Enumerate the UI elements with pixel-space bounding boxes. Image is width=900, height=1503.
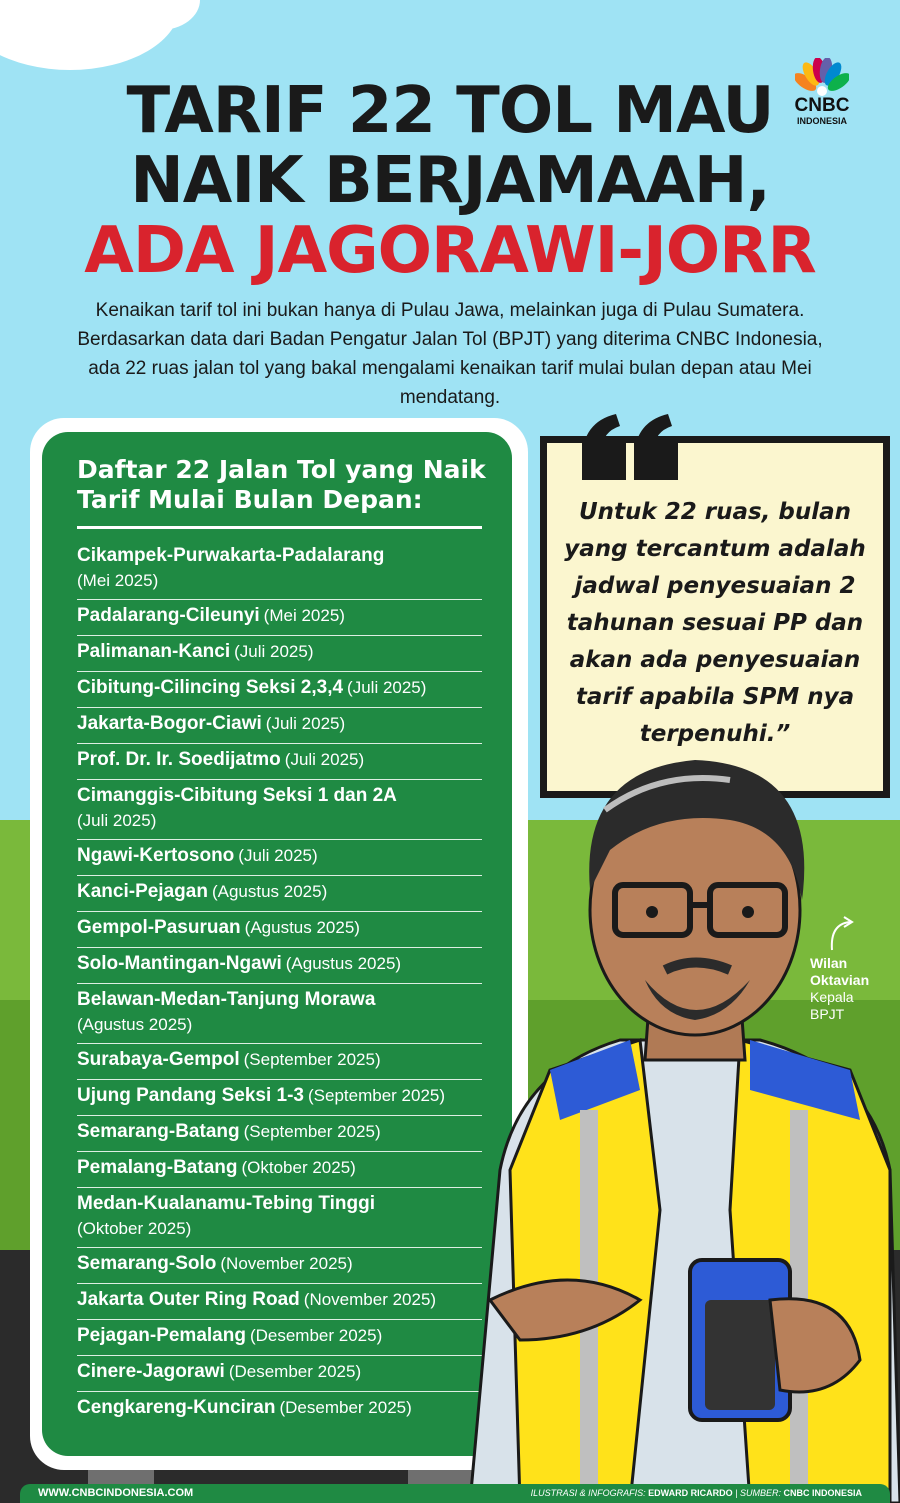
title-line-1: TARIF 22 TOL MAU <box>126 74 774 148</box>
toll-road-name: Ngawi-Kertosono <box>77 845 235 866</box>
toll-road-name: Cibitung-Cilincing Seksi 2,3,4 <box>77 677 344 698</box>
toll-road-name: Cinere-Jagorawi <box>77 1361 225 1382</box>
toll-road-date: (Agustus 2025) <box>211 882 328 901</box>
list-item <box>77 780 482 840</box>
toll-road-date: (Juli 2025) <box>265 714 346 733</box>
list-item <box>77 744 482 780</box>
cnbc-logo <box>782 58 862 138</box>
list-item <box>77 840 482 876</box>
person-role-line-2: BPJT <box>810 1006 845 1022</box>
toll-road-date: (November 2025) <box>303 1290 437 1309</box>
toll-road-name: Jakarta Outer Ring Road <box>77 1289 300 1310</box>
toll-road-name: Solo-Mantingan-Ngawi <box>77 953 282 974</box>
toll-road-date: (September 2025) <box>243 1122 381 1141</box>
toll-road-name: Semarang-Batang <box>77 1121 240 1142</box>
list-item <box>77 1080 482 1116</box>
quote-text: Untuk 22 ruas, bulan yang tercantum adalah jadwal penyesuaian 2 tahunan sesuai PP dan akan ada penyesuaian tarif apabila SPM nya terpenuhi.” <box>564 499 866 747</box>
toll-road-name: Surabaya-Gempol <box>77 1049 240 1070</box>
toll-road-name: Palimanan-Kanci <box>77 641 231 662</box>
toll-road-name: Cikampek-Purwakarta-Padalarang <box>77 545 385 566</box>
toll-road-name: Ujung Pandang Seksi 1-3 <box>77 1085 304 1106</box>
list-item <box>77 1188 482 1248</box>
toll-road-date: (Mei 2025) <box>263 606 345 625</box>
toll-road-date: (Desember 2025) <box>249 1326 383 1345</box>
toll-road-name: Cengkareng-Kunciran <box>77 1397 276 1418</box>
toll-road-date: (Desember 2025) <box>228 1362 362 1381</box>
list-item <box>77 600 482 636</box>
title-line-3: ADA JAGORAWI-JORR <box>84 214 816 288</box>
toll-road-date: (September 2025) <box>308 1086 446 1105</box>
credit-label: ILUSTRASI & INFOGRAFIS: <box>530 1488 646 1498</box>
curved-arrow-icon <box>826 914 856 952</box>
toll-road-name: Jakarta-Bogor-Ciawi <box>77 713 262 734</box>
toll-road-name: Belawan-Medan-Tanjung Morawa <box>77 989 376 1010</box>
source-name: CNBC INDONESIA <box>783 1488 862 1498</box>
peacock-icon <box>795 58 849 96</box>
person-caption <box>810 955 900 1023</box>
footer-credits: ILUSTRASI & INFOGRAFIS: EDWARD RICARDO | SUMBER: CNBC INDONESIA <box>530 1488 862 1498</box>
list-item <box>77 1320 482 1356</box>
list-item <box>77 672 482 708</box>
toll-road-date: (November 2025) <box>220 1254 353 1273</box>
toll-road-name: Gempol-Pasuruan <box>77 917 241 938</box>
list-item <box>77 1248 482 1284</box>
toll-road-name: Pejagan-Pemalang <box>77 1325 246 1346</box>
list-item <box>77 540 482 600</box>
toll-road-date: (Juli 2025) <box>77 811 157 830</box>
list-item <box>77 984 482 1044</box>
person-name-line-2: Oktavian <box>810 972 870 988</box>
title-line-2: NAIK BERJAMAAH, <box>130 144 770 218</box>
list-item <box>77 1116 482 1152</box>
toll-road-list <box>77 540 482 1427</box>
toll-road-name: Padalarang-Cileunyi <box>77 605 260 626</box>
list-item <box>77 1044 482 1080</box>
list-heading-divider <box>77 526 482 529</box>
list-item <box>77 636 482 672</box>
toll-road-name: Cimanggis-Cibitung Seksi 1 dan 2A <box>77 785 397 806</box>
list-item <box>77 1284 482 1320</box>
list-heading: Daftar 22 Jalan Tol yang Naik Tarif Mulai Bulan Depan: <box>77 455 486 514</box>
toll-road-date: (Agustus 2025) <box>77 1015 193 1034</box>
toll-road-name: Semarang-Solo <box>77 1253 217 1274</box>
footer-website-link[interactable]: WWW.CNBCINDONESIA.COM <box>38 1487 194 1499</box>
lead-paragraph: Kenaikan tarif tol ini bukan hanya di Pulau Jawa, melainkan juga di Pulau Sumatera. Berdasarkan data dari Badan Pengatur Jalan Tol (BPJT) yang diterima CNBC Indonesia, ada 22 ruas jalan tol yang bakal mengalami kenaikan tarif mulai bulan depan atau Mei mendatang. <box>77 300 823 408</box>
toll-road-date: (Oktober 2025) <box>241 1158 356 1177</box>
list-item <box>77 948 482 984</box>
toll-road-date: (Agustus 2025) <box>244 918 360 937</box>
source-label: SUMBER: <box>739 1488 781 1498</box>
toll-road-name: Kanci-Pejagan <box>77 881 208 902</box>
list-item <box>77 1392 482 1427</box>
toll-road-date: (Mei 2025) <box>77 571 159 590</box>
toll-road-date: (Juli 2025) <box>347 678 427 697</box>
toll-road-date: (Juli 2025) <box>284 750 365 769</box>
person-name-line-1: Wilan <box>810 955 848 971</box>
toll-road-name: Medan-Kualanamu-Tebing Tinggi <box>77 1193 376 1214</box>
list-item <box>77 708 482 744</box>
credit-name: EDWARD RICARDO <box>648 1488 733 1498</box>
toll-road-date: (Juli 2025) <box>234 642 314 661</box>
quote-mark-icon <box>572 396 692 496</box>
toll-road-name: Prof. Dr. Ir. Soedijatmo <box>77 749 281 770</box>
list-item <box>77 876 482 912</box>
list-item <box>77 912 482 948</box>
toll-road-date: (Juli 2025) <box>238 846 318 865</box>
toll-road-date: (Desember 2025) <box>279 1398 412 1417</box>
toll-road-date: (Oktober 2025) <box>77 1219 192 1238</box>
toll-road-name: Pemalang-Batang <box>77 1157 238 1178</box>
toll-road-date: (Agustus 2025) <box>285 954 402 973</box>
person-illustration <box>430 740 900 1503</box>
list-item <box>77 1356 482 1392</box>
list-item <box>77 1152 482 1188</box>
person-role-line-1: Kepala <box>810 989 854 1005</box>
logo-text: CNBC <box>794 95 850 116</box>
logo-subtext: INDONESIA <box>796 116 847 126</box>
toll-road-date: (September 2025) <box>243 1050 381 1069</box>
